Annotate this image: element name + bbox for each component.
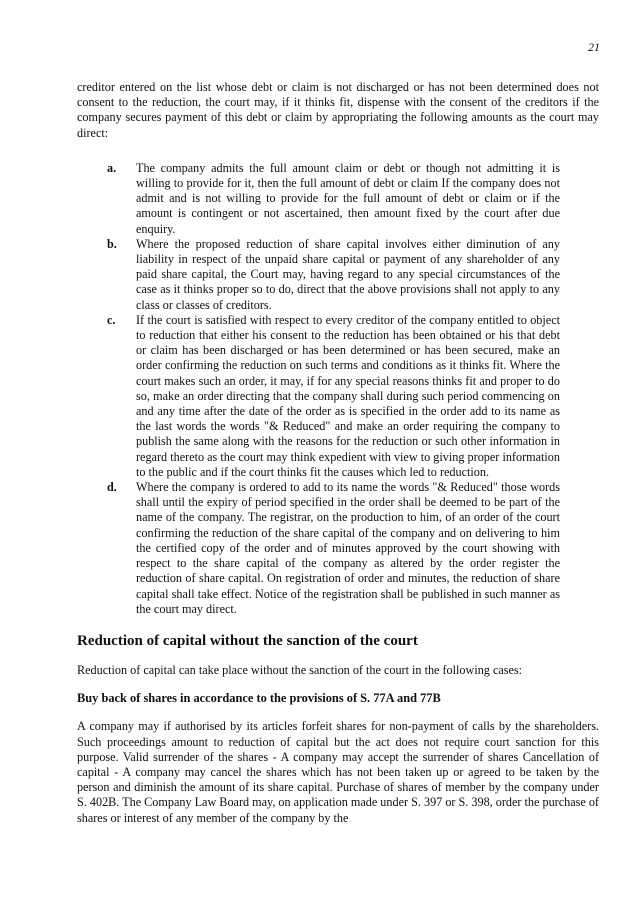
list-marker: c.	[107, 312, 116, 327]
subheading: Buy back of shares in accordance to the provisions of S. 77A and 77B	[77, 691, 441, 706]
section-heading: Reduction of capital without the sanction of the court	[77, 632, 418, 649]
list-item-a	[107, 161, 560, 237]
section-intro: Reduction of capital can take place without the sanction of the court in the following cases:	[77, 662, 523, 677]
provisions-list	[77, 161, 599, 617]
final-paragraph: A company may if authorised by its articles forfeit shares for non-payment of calls by the shareholders. Such proceedings amount to reduction of capital but the act does not require court sanction for this purpose. Valid surrender of the shares - A company may accept the surrender of shares Cancellation of capital - A company may cancel the shares which has not been taken up or agreed to be taken by the person and diminish the amount of its share capital. Purchase of shares of member by the company under S. 402B. The Company Law Board may, on application made under S. 397 or S. 398, order the purchase of shares or interest of any member of the company by the	[77, 719, 599, 825]
list-item-c	[107, 313, 560, 480]
list-marker: a.	[107, 160, 117, 175]
intro-paragraph: creditor entered on the list whose debt or claim is not discharged or has not been determined does not consent to the reduction, the court may, if it thinks fit, dispense with the consent of the creditors if the company secures payment of this debt or claim by appropriating the following amounts as the court may direct:	[77, 80, 599, 140]
list-item-text: Where the proposed reduction of share capital involves either diminution of any liability in respect of the unpaid share capital or payment of any shareholder of any paid share capital, the Court may, having regard to any special circumstances of the case as it thinks proper so to do, direct that the above provisions shall not apply to any class or classes of creditors.	[136, 236, 560, 312]
page-number: 21	[588, 40, 600, 54]
list-item-text: The company admits the full amount claim or debt or though not admitting it is willing to provide for it, then the full amount of debt or claim If the company does not admit and is not willing to provide for the full amount of debt or claim or if the amount is contingent or not ascertained, then amount fixed by the court after due enquiry.	[136, 160, 560, 236]
list-item-text: If the court is satisfied with respect to every creditor of the company entitled to object to reduction that either his consent to the reduction has been obtained or his that debt or claim has been discharged or has been determined or has been secured, make an order confirming the reduction on such terms and conditions as it thinks fit. Where the court makes such an order, it may, if for any special reasons thinks fit and proper to do so, make an order directing that the company shall during such period commencing on and any time after the date of the order as is specified in the order add to its name as the last words the words "& Reduced" and make an order requiring the company to publish the same along with the reasons for the reduction or such other information in regard thereto as the court may think expedient with view to giving proper information to the public and if the court thinks fit the causes which led to reduction.	[136, 312, 560, 479]
list-item-b	[107, 237, 560, 313]
list-marker: d.	[107, 480, 117, 495]
list-marker: b.	[107, 236, 117, 251]
page-content	[77, 80, 599, 826]
list-item-text: Where the company is ordered to add to its name the words "& Reduced" those words shall until the expiry of period specified in the order shall be deemed to be part of the name of the company. The registrar, on the production to him, of an order of the court confirming the reduction of the share capital of the company and on delivering to him the certified copy of the order and of minutes approved by the court showing with respect to the share capital of the company as altered by the order register the reduction of share capital. On registration of order and minutes, the reduction of share capital shall take effect. Notice of the registration shall be published in such manner as the court may direct.	[136, 480, 560, 616]
list-item-d	[107, 480, 560, 617]
